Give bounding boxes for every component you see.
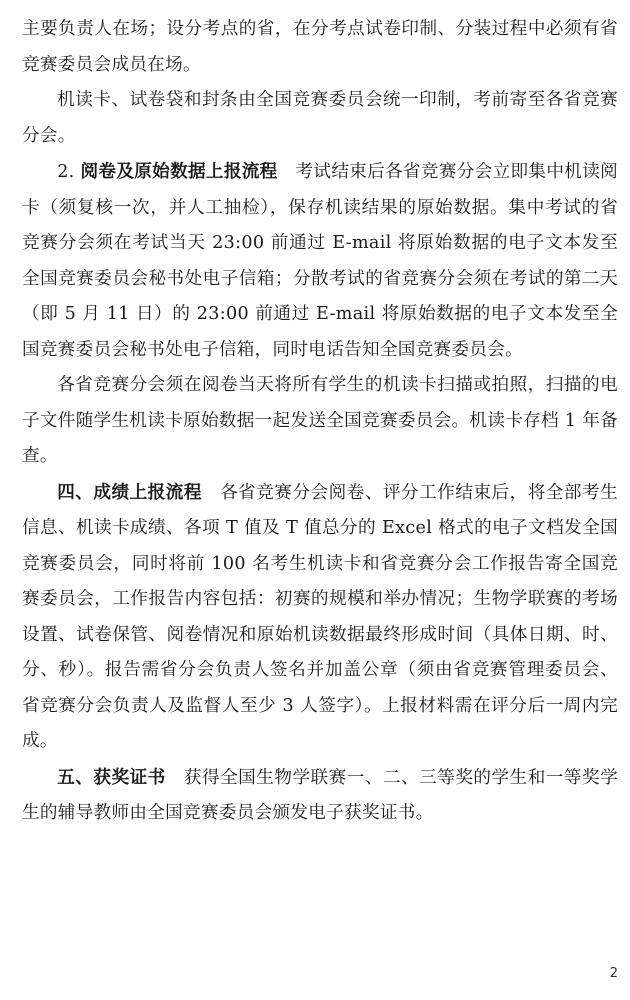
paragraph-answer-card-printing [22,83,618,154]
paragraph-text: 各省竞赛分会阅卷、评分工作结束后，将全部考生信息、机读卡成绩、各项 T 值及 T 值总分的 Excel 格式的电子文档发全国竞赛委员会，同时将前 100 名考生机读卡和省竞赛分会工作报告寄全国竞赛委员会，工作报告内容包括：初赛的规模和举办情况；生物学联赛的考场设置、试卷保管、阅卷情况和原始机读数据最终形成时间（具体日期、时、分、秒）。报告需省分会负责人签名并加盖公章（须由省竞赛管理委员会、省竞赛分会负责人及监督人至少 3 人签字）。上报材料需在评分后一周内完成。 [22,482,618,751]
section-heading: 五、获奖证书 [57,766,166,788]
document-page [22,12,618,832]
section-heading: 四、成绩上报流程 [57,481,202,503]
paragraph-answer-card-scanning [22,368,618,475]
paragraph-text: 各省竞赛分会须在阅卷当天将所有学生的机读卡扫描或拍照，扫描的电子文件随学生机读卡原始数据一起发送全国竞赛委员会。机读卡存档 1 年备查。 [22,375,618,466]
paragraph-text: 主要负责人在场；设分考点的省，在分考点试卷印制、分装过程中必须有省竞赛委员会成员在场。 [22,19,618,75]
paragraph-text: 机读卡、试卷袋和封条由全国竞赛委员会统一印制，考前寄至各省竞赛分会。 [22,90,618,146]
paragraph-text: 考试结束后各省竞赛分会立即集中机读阅卡（须复核一次，并人工抽检），保存机读结果的原始数据。集中考试的省竞赛分会须在考试当天 23:00 前通过 E-mail 将原始数据的电子文本发至全国竞赛委员会秘书处电子信箱；分散考试的省竞赛分会须在考试的第二天（即 5 月 11 日）的 23:00 前通过 E-mail 将原始数据的电子文本发至全国竞赛委员会秘书处电子信箱，同时电话告知全国竞赛委员会。 [22,162,618,360]
paragraph-score-reporting [22,475,618,760]
section-heading: 阅卷及原始数据上报流程 [80,161,278,182]
paragraph-text: 获得全国生物学联赛一、二、三等奖的学生和一等奖学生的辅导教师由全国竞赛委员会颁发电子获奖证书。 [22,767,618,823]
section-number: 2. [57,162,81,182]
paragraph-award-certificates [22,760,618,832]
page-number: 2 [609,966,618,981]
paragraph-grading-data-process [22,154,618,368]
paragraph-continued-exam-supervision [22,12,618,83]
